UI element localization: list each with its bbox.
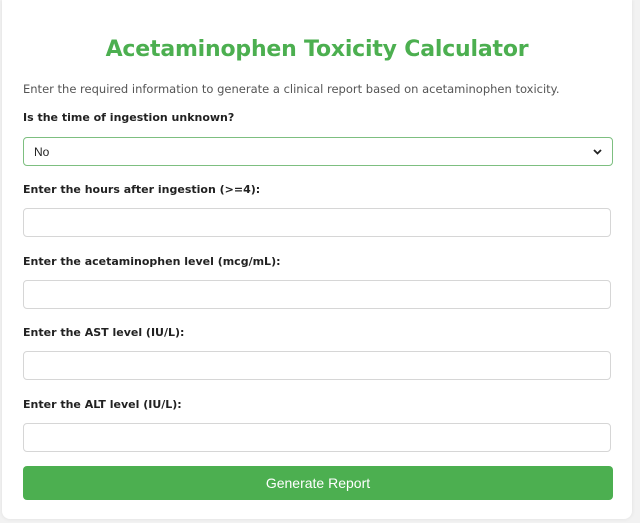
acetaminophen-level-label: Enter the acetaminophen level (mcg/mL): — [23, 255, 281, 268]
acetaminophen-level-input[interactable] — [23, 280, 611, 309]
ast-level-label: Enter the AST level (IU/L): — [23, 326, 185, 339]
intro-text: Enter the required information to generate a clinical report based on acetaminophen toxicity. — [23, 82, 560, 96]
time-unknown-label: Is the time of ingestion unknown? — [23, 111, 235, 124]
calculator-card — [2, 0, 632, 519]
hours-input[interactable] — [23, 208, 611, 237]
chevron-down-icon — [592, 147, 602, 157]
hours-label: Enter the hours after ingestion (>=4): — [23, 183, 261, 196]
page-title: Acetaminophen Toxicity Calculator — [105, 37, 529, 62]
alt-level-input[interactable] — [23, 423, 611, 452]
ast-level-input[interactable] — [23, 351, 611, 380]
generate-report-button[interactable]: Generate Report — [23, 466, 613, 500]
alt-level-label: Enter the ALT level (IU/L): — [23, 398, 182, 411]
time-unknown-selected-value: No — [34, 144, 50, 159]
time-unknown-select[interactable] — [23, 137, 613, 166]
